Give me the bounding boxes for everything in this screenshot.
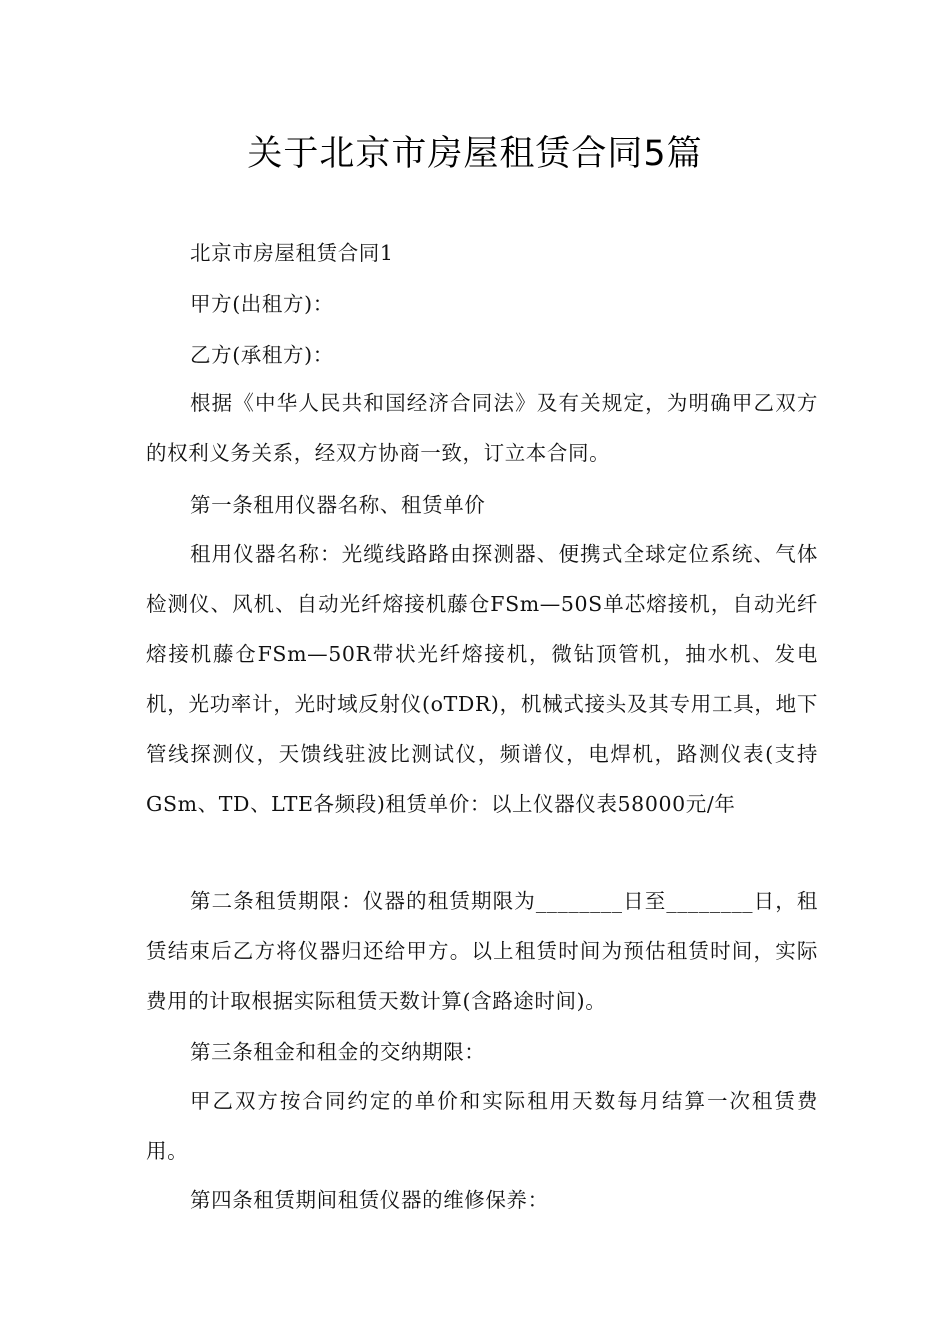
contract-subtitle: 北京市房屋租赁合同1 [190, 241, 394, 265]
article-1-heading: 第一条租用仪器名称、租赁单价 [190, 493, 486, 517]
document-title: 关于北京市房屋租赁合同5篇 [247, 134, 703, 174]
article-3-body: 甲乙双方按合同约定的单价和实际租用天数每月结算一次租赁费用。 [146, 1089, 818, 1163]
article-1-body: 租用仪器名称：光缆线路路由探测器、便携式全球定位系统、气体检测仪、风机、自动光纤熔接机藤仓FSm—50S单芯熔接机，自动光纤熔接机藤仓FSm—50R带状光纤熔接机，微钻顶管机，抽水机、发电机，光功率计，光时域反射仪(oTDR)，机械式接头及其专用工具，地下管线探测仪，天馈线驻波比测试仪，频谱仪，电焊机，路测仪表(支持GSm、TD、LTE各频段)租赁单价：以上仪器仪表58000元/年 [146, 542, 818, 816]
party-a-line: 甲方(出租方)： [190, 292, 334, 316]
party-b-line: 乙方(承租方)： [190, 343, 334, 367]
legal-basis-paragraph: 根据《中华人民共和国经济合同法》及有关规定，为明确甲乙双方的权利义务关系，经双方协商一致，订立本合同。 [146, 391, 818, 465]
article-2-paragraph: 第二条租赁期限：仪器的租赁期限为________日至________日，租赁结束后乙方将仪器归还给甲方。以上租赁时间为预估租赁时间，实际费用的计取根据实际租赁天数计算(含路途时间)。 [146, 889, 818, 1013]
article-3-heading: 第三条租金和租金的交纳期限： [190, 1040, 486, 1064]
article-4-heading: 第四条租赁期间租赁仪器的维修保养： [190, 1188, 549, 1212]
